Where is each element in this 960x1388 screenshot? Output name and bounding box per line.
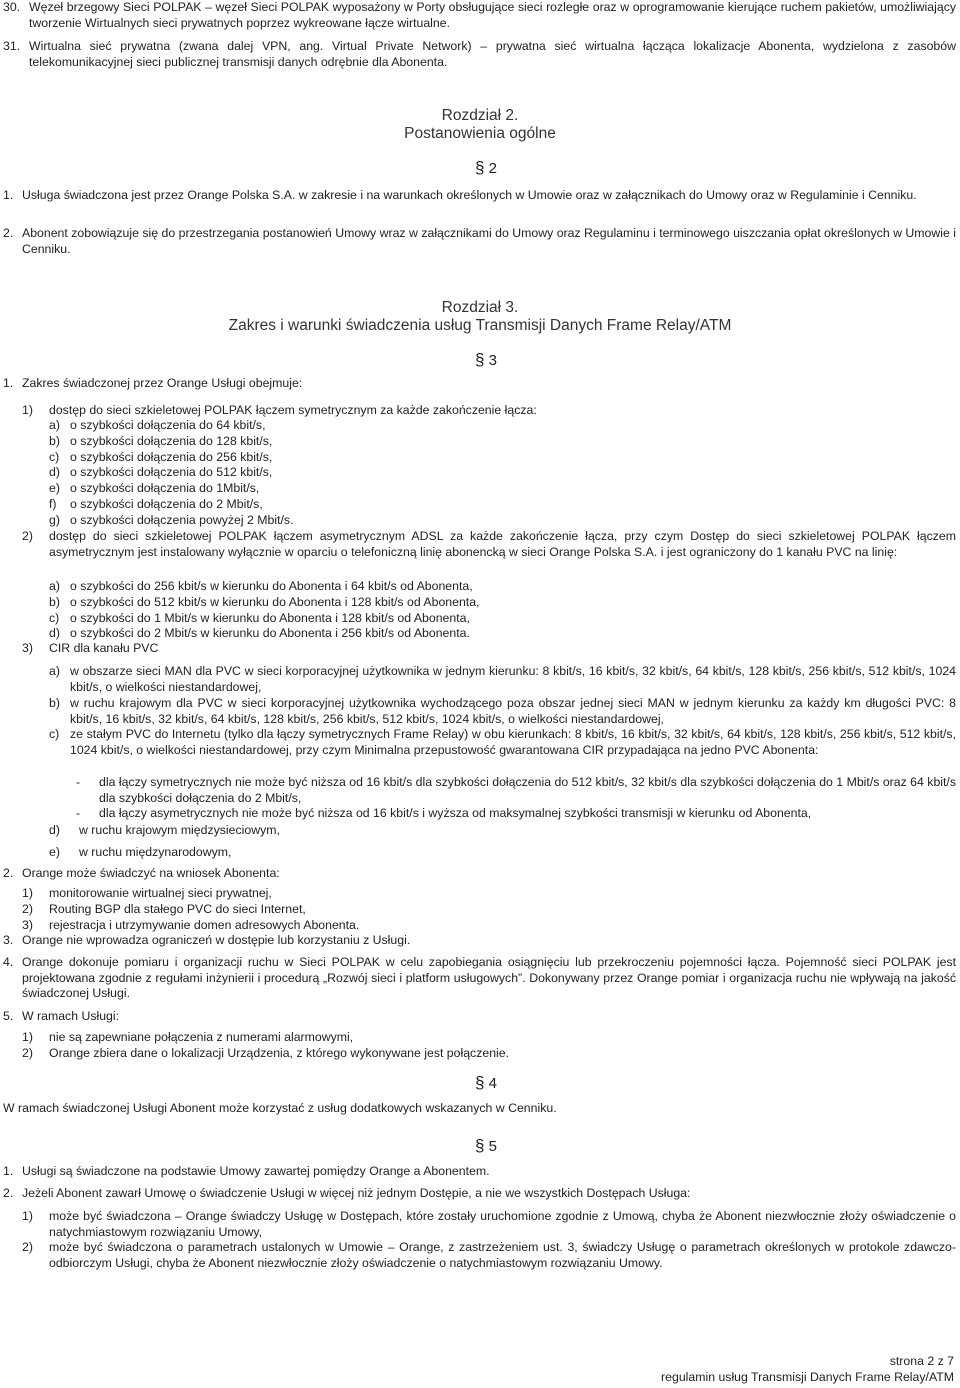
section-sign: § <box>475 1136 485 1155</box>
provision-text: W ramach Usługi: <box>22 1009 120 1023</box>
section-sign: § <box>475 350 485 369</box>
item-number: 5. <box>3 1009 14 1023</box>
list-text: ze stałym PVC do Internetu (tylko dla łączy symetrycznych Frame Relay) w obu kierunkach: 8 kbit/s, 16 kbit/s, 32 kbit/s, 64 kbit/s, 128 kbit/s, 256 kbit/s, 512 kbit/s, 1024 kbit/s, o wielkości niestandardowej, przy czym Minimalna przepustowość gwarantowana CIR przypadająca na jedno PVC Abonenta: <box>70 727 956 757</box>
definition-text: Wirtualna sieć prywatna (zwana dalej VPN, ang. Virtual Private Network) – prywatna sieć wirtualna łącząca lokalizacje Abonenta, wydzielona z zasobów telekomunikacyjnej sieci publicznej transmisji danych odrębnie dla Abonenta. <box>29 39 956 69</box>
section-sign: § <box>475 1073 485 1092</box>
item-number: 30. <box>3 0 21 14</box>
item-number: 2. <box>3 866 14 880</box>
list-item: 1) nie są zapewniane połączenia z numerami alarmowymi, <box>22 1030 354 1044</box>
section-number: 3 <box>488 352 497 369</box>
provision-text: Jeżeli Abonent zawarł Umowę o świadczenie Usługi w więcej niż jednym Dostępie, a nie we wszystkich Dostępach Usługa: <box>22 1186 691 1200</box>
subitem-number: 1) <box>22 403 33 417</box>
item-number: 2. <box>3 1186 14 1200</box>
provision-text: Orange może świadczyć na wniosek Abonenta: <box>22 866 280 880</box>
section-heading <box>466 352 506 369</box>
page-number: strona 2 z 7 <box>889 1354 954 1368</box>
list-text: w ruchu krajowym międzysieciowym, <box>79 823 280 837</box>
provision-text: Orange nie wprowadza ograniczeń w dostępie lub korzystaniu z Usługi. <box>22 933 411 947</box>
list-label: b) <box>49 696 60 710</box>
list-item: a) o szybkości do 256 kbit/s w kierunku do Abonenta i 64 kbit/s od Abonenta, <box>49 579 473 593</box>
item-number: 1. <box>3 376 14 390</box>
subitem-text: dostęp do sieci szkieletowej POLPAK łączem asymetrycznym ADSL za każde zakończenie łącza, przy czym Dostęp do sieci szkieletowej POLPAK łączem asymetrycznym jest instalowany wyłącznie w oparciu o telefoniczną linię abonencką w sieci Orange Polska S.A. i jest ograniczony do 1 kanału PVC na linię: <box>49 529 956 559</box>
subitem-number: 2) <box>22 529 33 543</box>
list-item: e) o szybkości dołączenia do 1Mbit/s, <box>49 481 260 496</box>
document-title-footer: regulamin usług Transmisji Danych Frame Relay/ATM <box>661 1370 954 1384</box>
chapter-label: Rozdział 2. <box>441 107 519 124</box>
definition-31 <box>29 39 956 70</box>
list-item: b) o szybkości dołączenia do 128 kbit/s, <box>49 433 273 448</box>
list-text: może być świadczona – Orange świadczy Usługę w Dostępach, które zostały uruchomione zgodnie z Umową, chyba że Abonent niezwłocznie złoży oświadczenie o natychmiastowym rozwiązaniu Umowy, <box>49 1209 956 1239</box>
list-item: 1) monitorowanie wirtualnej sieci prywatnej, <box>22 886 272 900</box>
definition-text: Węzeł brzegowy Sieci POLPAK – węzeł Sieci POLPAK wyposażony w Porty obsługujące sieci rozległe oraz w oprogramowanie kierujące ruchem pakietów, umożliwiający tworzenie Wirtualnych sieci prywatnych poprzez wykreowane łącze wirtualne. <box>29 0 956 30</box>
item-number: 31. <box>3 39 21 53</box>
section-number: 5 <box>488 1138 497 1155</box>
dash-text: dla łączy asymetrycznych nie może być niższa od 16 kbit/s i wyższa od maksymalnej szybkości transmisji w kierunku od Abonenta, <box>99 806 812 820</box>
list-item: f) o szybkości dołączenia do 2 Mbit/s, <box>49 497 263 511</box>
provision-text: W ramach świadczonej Usługi Abonent może korzystać z usług dodatkowych wskazanych w Cenniku. <box>3 1101 557 1115</box>
dash-text: dla łączy symetrycznych nie może być niższa od 16 kbit/s dla szybkości dołączenia do 512 kbit/s, 32 kbit/s dla szybkości dołączenia do 1 Mbit/s oraz 64 kbit/s dla szybkości dołączenia do 2 Mbit/s, <box>99 775 956 805</box>
provision-text: Usługi są świadczone na podstawie Umowy zawartej pomiędzy Orange a Abonentem. <box>22 1164 490 1178</box>
section-sign: § <box>475 158 485 177</box>
definition-30 <box>29 0 956 31</box>
list-item: g) o szybkości dołączenia powyżej 2 Mbit/s. <box>49 512 294 527</box>
chapter-title: Postanowienia ogólne <box>404 125 556 142</box>
list-item: 2) Orange zbiera dane o lokalizacji Urządzenia, z którego wykonywane jest połączenie. <box>22 1046 510 1060</box>
list-item: 3) rejestracja i utrzymywanie domen adresowych Abonenta. <box>22 917 360 932</box>
list-label: 2) <box>22 1240 33 1254</box>
provision-text: Abonent zobowiązuje się do przestrzegania postanowień Umowy wraz w załącznikami do Umowy oraz Regulaminu i terminowego uiszczania opłat określonych w Umowie i Cenniku. <box>22 226 956 256</box>
item-number: 4. <box>3 955 14 969</box>
list-item: d) o szybkości dołączenia do 512 kbit/s, <box>49 465 273 480</box>
list-item: a) o szybkości dołączenia do 64 kbit/s, <box>49 418 266 432</box>
list-text: może być świadczona o parametrach ustalonych w Umowie – Orange, z zastrzeżeniem ust. 3, świadczy Usługę o parametrach określonych w protokole zdawczo-odbiorczym Usługi, chyba że Abonent niezwłocznie złoży oświadczenie o natychmiastowym rozwiązaniu Umowy. <box>49 1240 956 1270</box>
list-label: c) <box>49 727 60 741</box>
list-item: 2) Routing BGP dla stałego PVC do sieci Internet, <box>22 902 306 916</box>
list-text: w obszarze sieci MAN dla PVC w sieci korporacyjnej użytkownika w jednym kierunku: 8 kbit/s, 16 kbit/s, 32 kbit/s, 64 kbit/s, 128 kbit/s, 256 kbit/s, 512 kbit/s, 1024 kbit/s, o wielkości niestandardowej, <box>70 664 956 694</box>
list-item: c) o szybkości do 1 Mbit/s w kierunku do Abonenta i 128 kbit/s od Abonenta, <box>49 610 470 625</box>
list-label: 1) <box>22 1209 33 1223</box>
subitem-text: dostęp do sieci szkieletowej POLPAK łączem symetrycznym za każde zakończenie łącza: <box>49 403 537 417</box>
list-label: d) <box>49 823 60 837</box>
chapter-title: Zakres i warunki świadczenia usług Transmisji Danych Frame Relay/ATM <box>228 317 732 334</box>
provision-text: Zakres świadczonej przez Orange Usługi obejmuje: <box>22 376 303 390</box>
section-heading <box>466 1075 506 1092</box>
item-number: 1. <box>3 188 14 202</box>
provision-text: Orange dokonuje pomiaru i organizacji ruchu w Sieci POLPAK w celu zapobiegania osiągnięciu lub przekroczeniu pojemności łącza. Pojemność sieci POLPAK jest projektowana zgodnie z regułami inżynierii i procedurą „Rozwój sieci i platform usługowych”. Dokonywany przez Orange pomiar i organizacja ruchu nie wpływają na jakość świadczonej Usługi. <box>22 955 956 1001</box>
chapter-label: Rozdział 3. <box>441 299 519 316</box>
list-item: b) o szybkości do 512 kbit/s w kierunku do Abonenta i 128 kbit/s od Abonenta, <box>49 594 480 609</box>
list-label: a) <box>49 664 60 678</box>
dash-bullet: - <box>76 775 81 789</box>
provision-text: Usługa świadczona jest przez Orange Polska S.A. w zakresie i na warunkach określonych w Umowie oraz w załącznikach do Umowy oraz w Regulaminie i Cenniku. <box>22 188 917 202</box>
section-number: 4 <box>488 1075 497 1092</box>
item-number: 1. <box>3 1164 14 1178</box>
list-text: w ruchu krajowym dla PVC w sieci korporacyjnej użytkownika wychodzącego poza obszar jednej sieci MAN w jednym kierunku za każdy km długości PVC: 8 kbit/s, 16 kbit/s, 32 kbit/s, 64 kbit/s, 128 kbit/s, 256 kbit/s, 512 kbit/s, 1024 kbit/s, o wielkości niestandardowej, <box>70 696 956 726</box>
section-number: 2 <box>488 160 497 177</box>
item-number: 3. <box>3 933 14 947</box>
section-heading <box>466 160 506 177</box>
item-number: 2. <box>3 226 14 240</box>
subitem-number: 3) <box>22 641 33 655</box>
list-item: c) o szybkości dołączenia do 256 kbit/s, <box>49 449 273 464</box>
subitem-text: CIR dla kanału PVC <box>49 641 159 655</box>
dash-bullet: - <box>76 806 81 820</box>
list-item: d) o szybkości do 2 Mbit/s w kierunku do Abonenta i 256 kbit/s od Abonenta. <box>49 626 470 641</box>
section-heading <box>466 1138 506 1155</box>
list-label: e) <box>49 845 60 859</box>
list-text: w ruchu międzynarodowym, <box>79 845 232 859</box>
